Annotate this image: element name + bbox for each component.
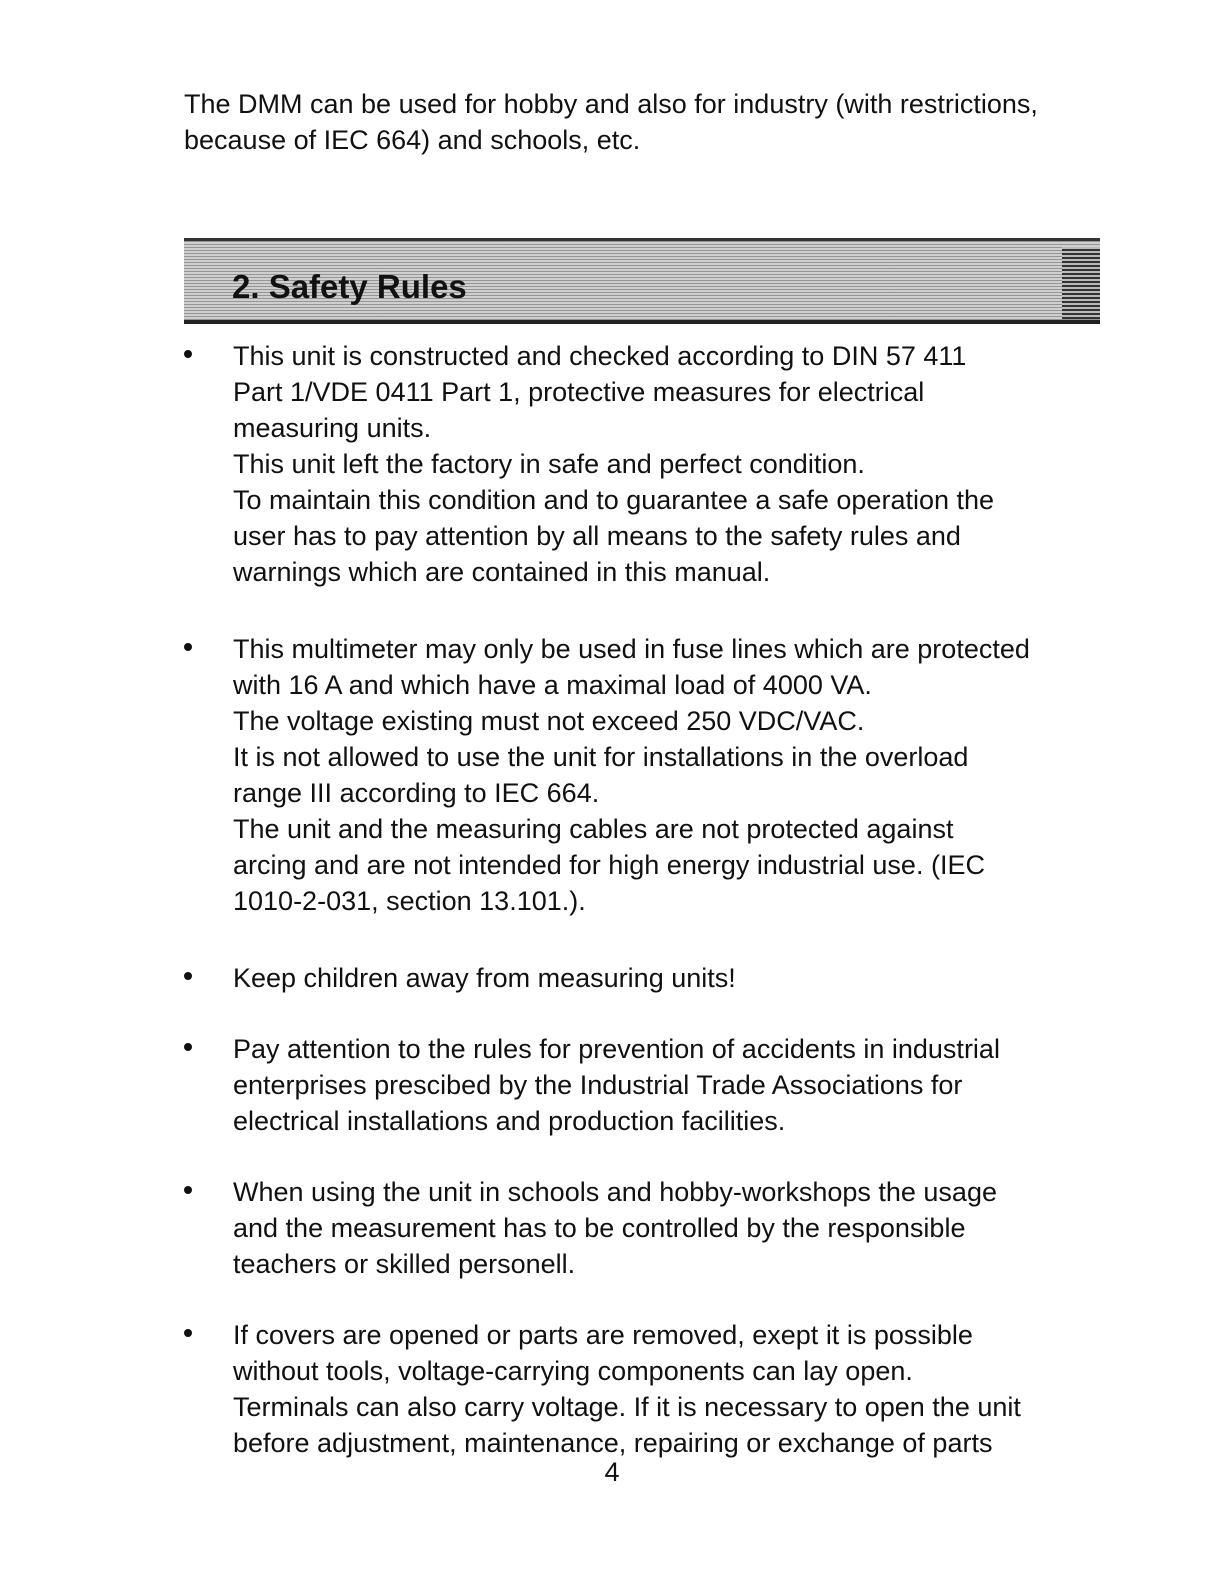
safety-rules-list [184,338,1114,1461]
rule-line: Terminals can also carry voltage. If it is necessary to open the unit [233,1392,1021,1422]
intro-paragraph [184,86,1114,158]
rule-line: without tools, voltage-carrying components can lay open. [233,1356,913,1386]
page-number: 4 [604,1457,620,1487]
rule-line: The unit and the measuring cables are not protected against [233,814,954,844]
rule-line: When using the unit in schools and hobby-workshops the usage [233,1177,997,1207]
rule-text [233,338,1114,590]
rule-line: warnings which are contained in this manual. [233,557,771,587]
rule-line: To maintain this condition and to guarantee a safe operation the [233,485,995,515]
rule-line: This unit is constructed and checked according to DIN 57 411 [233,341,967,371]
bullet-icon [184,1329,192,1337]
list-item [184,1031,1114,1139]
rule-line: before adjustment, maintenance, repairing or exchange of parts [233,1428,993,1458]
rule-line: This unit left the factory in safe and perfect condition. [233,449,865,479]
rule-text [233,1031,1114,1139]
rule-line: It is not allowed to use the unit for installations in the overload [233,742,969,772]
intro-line: The DMM can be used for hobby and also for industry (with restrictions, [184,89,1038,119]
list-item [184,338,1114,590]
list-item [184,1174,1114,1282]
list-item [184,1317,1114,1461]
list-item [184,960,1114,996]
rule-line: teachers or skilled personell. [233,1249,576,1279]
rule-line: If covers are opened or parts are removed, exept it is possible [233,1320,973,1350]
rule-line: Pay attention to the rules for prevention of accidents in industrial [233,1034,1000,1064]
bullet-icon [184,972,192,980]
bullet-icon [184,350,192,358]
section-bar-end-decoration [1062,247,1100,319]
rule-text [233,631,1114,919]
rule-line: The voltage existing must not exceed 250 VDC/VAC. [233,706,865,736]
list-item [184,631,1114,919]
section-header-bar [184,238,1100,324]
rule-text [233,960,1114,996]
rule-line: enterprises prescibed by the Industrial Trade Associations for [233,1070,963,1100]
rule-line: Part 1/VDE 0411 Part 1, protective measures for electrical [233,377,925,407]
bullet-icon [184,1186,192,1194]
rule-line: range III according to IEC 664. [233,778,600,808]
bullet-icon [184,643,192,651]
rule-line: measuring units. [233,413,432,443]
section-title: 2. Safety Rules [232,268,467,305]
rule-line: electrical installations and production facilities. [233,1106,786,1136]
rule-text [233,1317,1114,1461]
rule-text [233,1174,1114,1282]
rule-line: and the measurement has to be controlled by the responsible [233,1213,966,1243]
rule-line: 1010-2-031, section 13.101.). [233,886,586,916]
rule-line: This multimeter may only be used in fuse lines which are protected [233,634,1030,664]
rule-line: Keep children away from measuring units! [233,963,736,993]
rule-line: arcing and are not intended for high energy industrial use. (IEC [233,850,985,880]
intro-line: because of IEC 664) and schools, etc. [184,125,641,155]
bullet-icon [184,1043,192,1051]
rule-line: user has to pay attention by all means to the safety rules and [233,521,961,551]
rule-line: with 16 A and which have a maximal load of 4000 VA. [233,670,872,700]
